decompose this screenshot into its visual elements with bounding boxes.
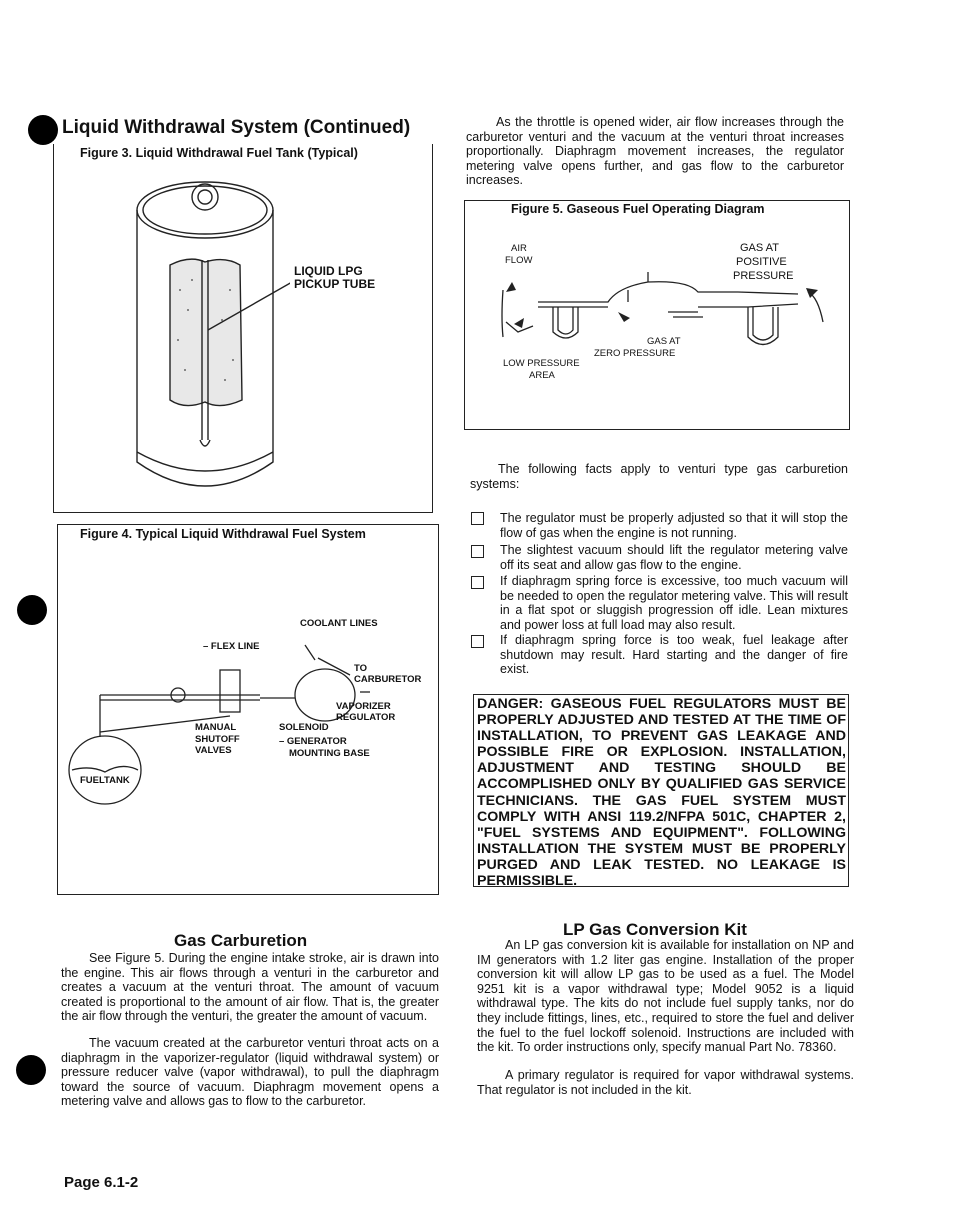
lp-kit-para-2: A primary regulator is required for vapor withdrawal systems. That regulator is not included in the kit. bbox=[477, 1068, 854, 1097]
binder-hole bbox=[16, 1055, 46, 1085]
label-area: AREA bbox=[529, 370, 555, 381]
checkbox-bullet bbox=[471, 545, 484, 558]
checkbox-bullet bbox=[471, 576, 484, 589]
lp-kit-para-1: An LP gas conversion kit is available for installation on NP and IM generators with 1.2 liter gas engine. Installation of the proper conversion kit will allow LP gas to be used as a fuel. The Model 9251 kit is a vapor withdrawal type; Model 9052 is a liquid withdrawal type. The kits do not include fuel supply tanks, nor do they include fittings, lines, etc., required to store the fuel and deliver the fuel to the fuel lockoff solenoid. Instructions are included with the kit. To order instructions only, specify manual Part No. 78360. bbox=[477, 938, 854, 1055]
label-mounting-base: MOUNTING BASE bbox=[289, 748, 370, 759]
lp-kit-heading: LP Gas Conversion Kit bbox=[563, 920, 747, 939]
figure-5-title: Figure 5. Gaseous Fuel Operating Diagram bbox=[511, 202, 765, 216]
gas-carburetion-para-1: See Figure 5. During the engine intake stroke, air is drawn into the engine. This air flows through a venturi in the carburetor and creates a vacuum at the venturi throat. The amount of vacuum created is proportional to the amount of air flow. That is, the greater the air flow through the venturi, the greater the amount of vacuum. bbox=[61, 951, 439, 1024]
checkbox-bullet bbox=[471, 635, 484, 648]
gas-carburetion-heading: Gas Carburetion bbox=[174, 931, 308, 950]
gas-carburetion-para-2: The vacuum created at the carburetor venturi throat acts on a diaphragm in the vaporizer-regulator (liquid withdrawal system) or pressure reducer valve (vapor withdrawal), to pull the diaphragm toward the source of vacuum. Diaphragm movement opens a metering valve and allows gas to flow to the carburetor. bbox=[61, 1036, 439, 1109]
label-low-pressure: LOW PRESSURE bbox=[503, 358, 580, 369]
danger-notice: DANGER: GASEOUS FUEL REGULATORS MUST BE PROPERLY ADJUSTED AND TESTED AT THE TIME OF INSTALLATION, TO PREVENT GAS LEAKAGE AND POSSIBLE FIRE OR EXPLOSION. INSTALLATION, ADJUSTMENT AND TESTING SHOULD BE ACCOMPLISHED ONLY BY QUALIFIED GAS SERVICE TECHNICIANS. THE GAS FUEL SYSTEM MUST COMPLY WITH ANSI 119.2/NFPA 501C, CHAPTER 2, "FUEL SYSTEMS AND EQUIPMENT". FOLLOWING INSTALLATION THE SYSTEM MUST BE PROPERLY PURGED AND LEAK TESTED. NO LEAKAGE IS PERMISSIBLE. bbox=[473, 694, 849, 887]
label-gas-at-zero: GAS AT bbox=[647, 336, 681, 347]
label-liquid-lpg: LIQUID LPG bbox=[294, 264, 363, 278]
binder-hole bbox=[17, 595, 47, 625]
label-valves: VALVES bbox=[195, 745, 232, 756]
label-generator: – GENERATOR bbox=[279, 736, 347, 747]
label-positive: POSITIVE bbox=[736, 256, 787, 268]
label-pickup-tube: PICKUP TUBE bbox=[294, 277, 376, 291]
label-vaporizer: VAPORIZER bbox=[336, 701, 391, 712]
label-carburetor: CARBURETOR bbox=[354, 674, 422, 685]
label-manual: MANUAL bbox=[195, 722, 237, 733]
label-pressure: PRESSURE bbox=[733, 270, 794, 282]
binder-hole bbox=[28, 115, 58, 145]
intro-paragraph: As the throttle is opened wider, air flow increases through the carburetor venturi and the vacuum at the venturi throat increases proportionally. Diaphragm movement increases, the regulator metering valve opens further, and gas flow to the carburetor increases. bbox=[466, 115, 844, 188]
label-coolant-lines: COOLANT LINES bbox=[300, 618, 378, 629]
label-tank: TANK bbox=[104, 775, 130, 786]
section-heading: Liquid Withdrawal System (Continued) bbox=[62, 117, 411, 138]
label-shutoff: SHUTOFF bbox=[195, 734, 240, 745]
facts-intro: The following facts apply to venturi type gas carburetion systems: bbox=[470, 462, 848, 491]
figure-3-title: Figure 3. Liquid Withdrawal Fuel Tank (Typical) bbox=[80, 146, 358, 160]
label-solenoid: SOLENOID bbox=[279, 722, 329, 733]
fact-item: If diaphragm spring force is too weak, fuel leakage after shutdown may result. Hard starting and the danger of fire exist. bbox=[500, 633, 848, 677]
label-regulator: REGULATOR bbox=[336, 712, 396, 723]
label-zero-pressure: ZERO PRESSURE bbox=[594, 348, 676, 359]
fact-item: The slightest vacuum should lift the regulator metering valve off its seat and allow gas flow to the engine. bbox=[500, 543, 848, 572]
label-to: TO bbox=[354, 663, 368, 674]
fact-item: If diaphragm spring force is excessive, too much vacuum will be needed to open the regulator metering valve. This will result in a flat spot or sluggish progression off idle. Lean mixtures and power loss at full load may also result. bbox=[500, 574, 848, 632]
figure-4-title: Figure 4. Typical Liquid Withdrawal Fuel System bbox=[80, 527, 366, 541]
label-flex-line: – FLEX LINE bbox=[203, 641, 260, 652]
label-flow: FLOW bbox=[505, 255, 533, 266]
label-fuel: FUEL bbox=[80, 775, 105, 786]
page-footer: Page 6.1-2 bbox=[64, 1174, 139, 1191]
label-gas-at-positive: GAS AT bbox=[740, 242, 779, 254]
fuel-tank-illustration bbox=[130, 170, 290, 510]
label-air: AIR bbox=[511, 243, 527, 254]
checkbox-bullet bbox=[471, 512, 484, 525]
fact-item: The regulator must be properly adjusted so that it will stop the flow of gas when the engine is not running. bbox=[500, 511, 848, 540]
